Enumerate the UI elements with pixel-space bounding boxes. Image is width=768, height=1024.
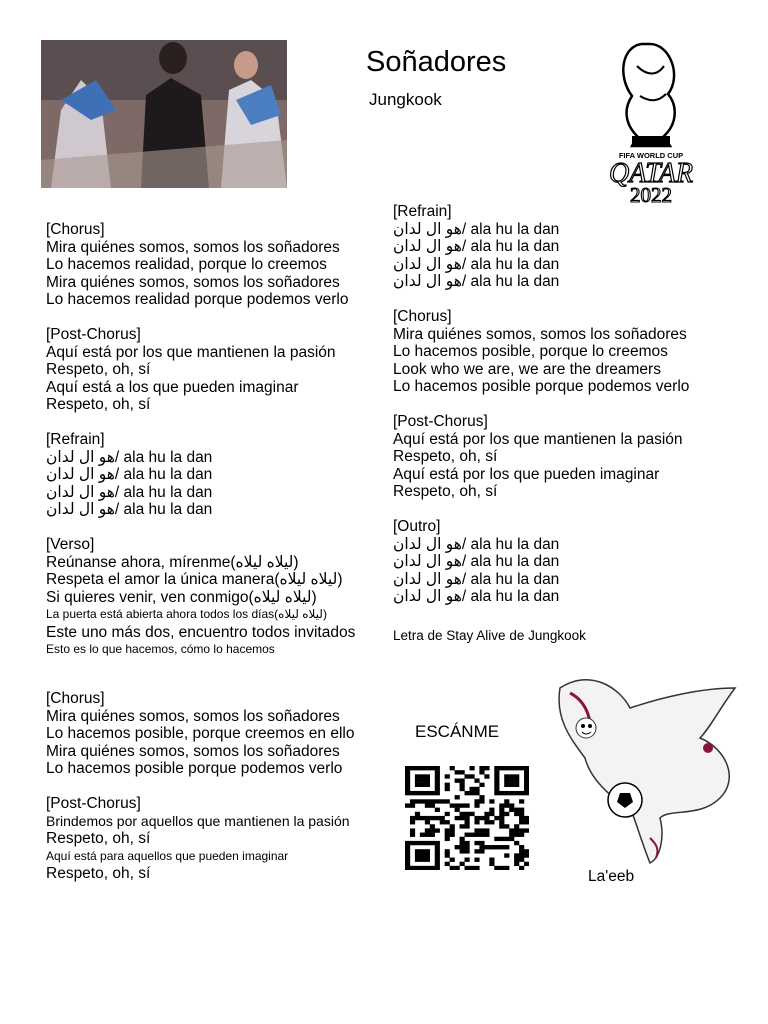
section-heading: [Verso] [46,535,95,553]
lyric-line: Mira quiénes somos, somos los soñadores [46,707,340,725]
lyric-line: Respeto, oh, sí [46,865,151,883]
lyric-line: Este uno más dos, encuentro todos invitados [46,623,356,641]
lyrics-left-column [46,221,355,883]
lyric-line: Look who we are, we are the dreamers [393,360,661,378]
qr-caption: ESCÁNME [415,722,500,741]
lyric-line: ﻫﻮ ﺍﻝ ﻟﺪﺍﻥ/ ala hu la dan [393,220,560,238]
lyric-line: Aquí está por los que mantienen la pasión [393,430,683,448]
section-heading: [Refrain] [46,430,105,448]
credit-text: Letra de Stay Alive de Jungkook [393,628,586,643]
lyric-line: Mira quiénes somos, somos los soñadores [393,325,687,343]
lyric-line: Respeto, oh, sí [46,830,151,848]
lyric-line: ﻫﻮ ﺍﻝ ﻟﺪﺍﻥ/ ala hu la dan [393,238,560,256]
section-heading: [Chorus] [46,690,105,708]
lyric-line: Lo hacemos posible porque podemos verlo [393,378,690,396]
performance-photo [41,40,287,188]
section-heading: [Post-Chorus] [46,795,141,813]
song-title: Soñadores [366,46,507,78]
lyric-line: Aquí está a los que pueden imaginar [46,378,299,396]
lyric-line: ﻫﻮ ﺍﻝ ﻟﺪﺍﻥ/ ala hu la dan [46,483,213,501]
lyric-line: Esto es lo que hacemos, cómo lo hacemos [46,642,275,657]
lyric-line: ﻫﻮ ﺍﻝ ﻟﺪﺍﻥ/ ala hu la dan [393,255,560,273]
laeeb-mascot-image [550,668,740,868]
lyric-line: Respeta el amor la única manera(ﻟﻴﻼﻩ ﻟﻴﻼﻩ) [46,571,343,589]
lyric-line: ﻫﻮ ﺍﻝ ﻟﺪﺍﻥ/ ala hu la dan [393,273,560,291]
logo-line2: QATAR [609,158,693,189]
mascot-caption: La'eeb [588,868,635,885]
lyric-line: Respeto, oh, sí [46,396,151,414]
section-heading: [Chorus] [393,307,452,325]
lyric-line: ﻫﻮ ﺍﻝ ﻟﺪﺍﻥ/ ala hu la dan [46,466,213,484]
lyric-line: Respeto, oh, sí [393,483,498,501]
logo-line3: 2022 [630,183,672,206]
lyric-line: Respeto, oh, sí [46,361,151,379]
lyric-line: ﻫﻮ ﺍﻝ ﻟﺪﺍﻥ/ ala hu la dan [393,570,560,588]
lyric-line: Lo hacemos posible, porque creemos en ello [46,725,355,743]
lyric-line: Lo hacemos realidad, porque lo creemos [46,256,327,274]
lyric-line: Si quieres venir, ven conmigo(ﻟﻴﻼﻩ ﻟﻴﻼﻩ) [46,588,317,606]
lyric-line: Mira quiénes somos, somos los soñadores [46,273,340,291]
logo-line1: FIFA WORLD CUP [618,151,684,160]
lyric-line: Mira quiénes somos, somos los soñadores [46,742,340,760]
lyric-line: ﻫﻮ ﺍﻝ ﻟﺪﺍﻥ/ ala hu la dan [393,535,560,553]
qr-code[interactable] [405,766,529,870]
lyric-line: ﻫﻮ ﺍﻝ ﻟﺪﺍﻥ/ ala hu la dan [46,448,213,466]
lyric-line: Lo hacemos realidad porque podemos verlo [46,291,349,309]
lyric-line: Mira quiénes somos, somos los soñadores [46,238,340,256]
lyric-line: Brindemos por aquellos que mantienen la pasión [46,812,350,829]
section-heading: [Chorus] [46,221,105,238]
lyric-line: Respeto, oh, sí [393,448,498,466]
lyric-line: Lo hacemos posible porque podemos verlo [46,760,343,778]
lyric-line: Aquí está por los que mantienen la pasión [46,343,336,361]
lyric-line: Aquí está por los que pueden imaginar [393,465,660,483]
artist-name: Jungkook [369,90,442,109]
lyric-line: La puerta está abierta ahora todos los días(ﻟﻴﻼﻩ ﻟﻴﻼﻩ) [46,607,327,622]
lyrics-right-column [393,203,689,606]
lyric-line: Lo hacemos posible, porque lo creemos [393,343,668,361]
section-heading: [Outro] [393,517,441,535]
section-heading: [Refrain] [393,203,452,220]
lyric-line: ﻫﻮ ﺍﻝ ﻟﺪﺍﻥ/ ala hu la dan [393,553,560,571]
lyric-line: ﻫﻮ ﺍﻝ ﻟﺪﺍﻥ/ ala hu la dan [46,501,213,519]
lyric-line: Aquí está para aquellos que pueden imaginar [46,848,289,863]
fifa-world-cup-logo [592,36,710,206]
lyric-line: ﻫﻮ ﺍﻝ ﻟﺪﺍﻥ/ ala hu la dan [393,588,560,606]
section-heading: [Post-Chorus] [393,412,488,430]
lyric-line: Reúnanse ahora, mírenme(ﻟﻴﻼﻩ ﻟﻴﻼﻩ) [46,553,299,571]
section-heading: [Post-Chorus] [46,325,141,343]
